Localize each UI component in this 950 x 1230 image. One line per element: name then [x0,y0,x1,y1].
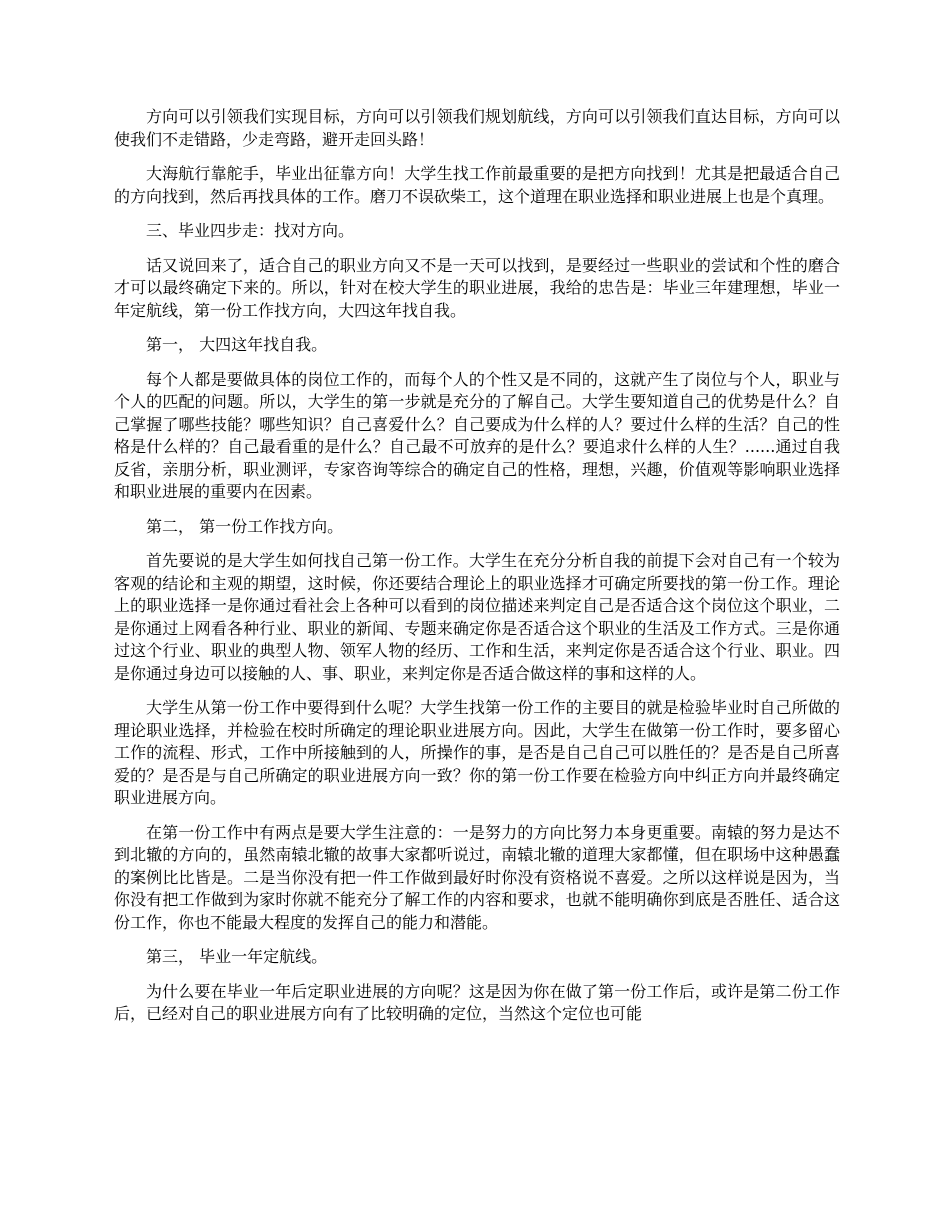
paragraph-sailing-metaphor: 大海航行靠舵手，毕业出征靠方向！大学生找工作前最重要的是把方向找到！尤其是把最适合自己的方向找到，然后再找具体的工作。磨刀不误砍柴工，这个道理在职业选择和职业进展上也是个真理。 [114,164,840,206]
paragraph-first-job: 首先要说的是大学生如何找自己第一份工作。大学生在充分分析自我的前提下会对自己有一个较为客观的结论和主观的期望，这时候，你还要结合理论上的职业选择才可确定所要找的第一份工作。理论上的职业选择一是你通过看社会上各种可以看到的岗位描述来判定自己是否适合这个岗位这个职业，二是你通过上网看各种行业、职业的新闻、专题来确定你是否适合这个职业的生活及工作方式。三是你通过这个行业、职业的典型人物、领军人物的经历、工作和生活，来判定你是否适合这个行业、职业。四是你通过身边可以接触的人、事、职业，来判定你是否适合做这样的事和这样的人。 [114,551,840,683]
paragraph-self-knowledge: 每个人都是要做具体的岗位工作的，而每个人的个性又是不同的，这就产生了岗位与个人，职业与个人的匹配的问题。所以，大学生的第一步就是充分的了解自己。大学生要知道自己的优势是什么？自己掌握了哪些技能？哪些知识？自己喜爱什么？自己要成为什么样的人？要过什么样的生活？自己的性格是什么样的？自己最看重的是什么？自己最不可放弃的是什么？要追求什么样的人生？......通过自我反省，亲朋分析，职业测评，专家咨询等综合的确定自己的性格，理想，兴趣，价值观等影响职业选择和职业进展的重要内在因素。 [114,369,840,501]
section-heading-three: 三、毕业四步走：找对方向。 [146,221,355,240]
paragraph-advice: 话又说回来了，适合自己的职业方向又不是一天可以找到，是要经过一些职业的尝试和个性的磨合才可以最终确定下来的。所以，针对在校大学生的职业进展，我给的忠告是：毕业三年建理想，毕业一年定航线，第一份工作找方向，大四这年找自我。 [114,255,840,320]
paragraph-two-points: 在第一份工作中有两点是要大学生注意的：一是努力的方向比努力本身更重要。南辕的努力是达不到北辙的方向的，虽然南辕北辙的故事大家都听说过，南辕北辙的道理大家都懂，但在职场中这种愚蠢的案例比比皆是。二是当你没有把一件工作做到最好时你没有资格说不喜爱。之所以这样说是因为，当你没有把工作做到为家时你就不能充分了解工作的内容和要求，也就不能明确你到底是否胜任、适合这份工作，你也不能最大程度的发挥自己的能力和潜能。 [114,822,840,932]
document-body [114,106,840,1038]
paragraph-first-job-goals: 大学生从第一份工作中要得到什么呢？大学生找第一份工作的主要目的就是检验毕业时自己所做的理论职业选择，并检验在校时所确定的理论职业进展方向。因此，大学生在做第一份工作时，要多留心工作的流程、形式，工作中所接触到的人，所操作的事，是否是自己自己可以胜任的？是否是自己所喜爱的？是否是与自己所确定的职业进展方向一致？你的第一份工作要在检验方向中纠正方向并最终确定职业进展方向。 [114,698,840,807]
paragraph-one-year: 为什么要在毕业一年后定职业进展的方向呢？这是因为你在做了第一份工作后，或许是第二份工作后，已经对自己的职业进展方向有了比较明确的定位，当然这个定位也可能 [114,981,840,1023]
subheading-third: 第三， 毕业一年定航线。 [146,947,328,966]
subheading-second: 第二， 第一份工作找方向。 [146,516,344,536]
paragraph-direction-intro: 方向可以引领我们实现目标，方向可以引领我们规划航线，方向可以引领我们直达目标，方向可以使我们不走错路，少走弯路，避开走回头路！ [114,107,840,149]
subheading-first: 第一， 大四这年找自我。 [146,335,328,354]
